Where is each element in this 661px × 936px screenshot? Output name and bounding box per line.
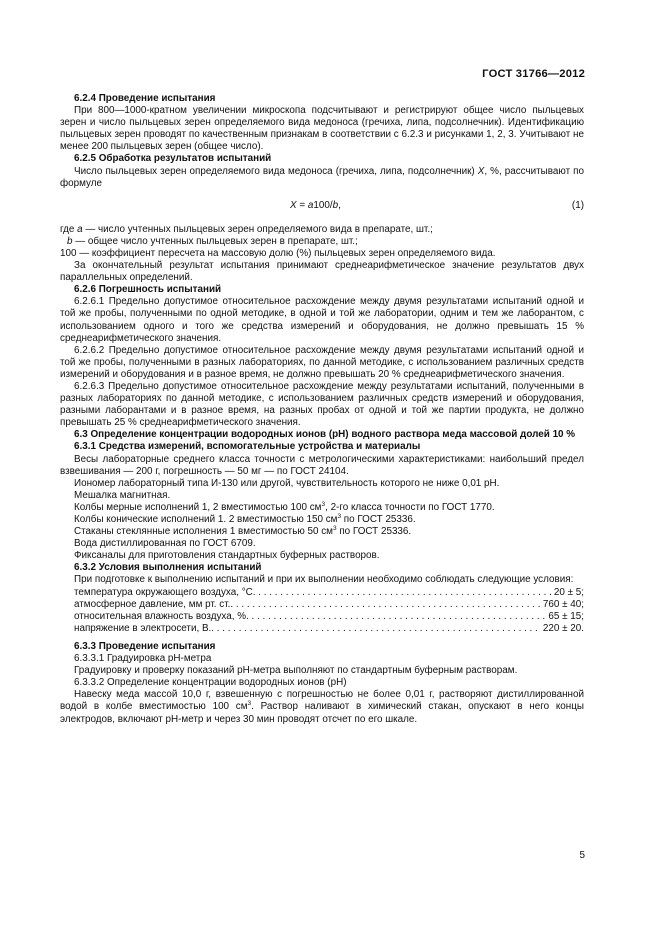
paragraph-6-2-4: При 800—1000-кратном увеличении микроскопа подсчитывают и регистрируют общее число пыльцевых зерен и число пыльцевых зерен определяемого вида медоноса (гречиха, липа, подсолнечник). Идентификацию пыльцевых зерен проводят по качественным признакам в соответствии с 6.2.3 и рисунками 1, 2, 3. Учитывают не менее 200 пыльцевых зерен (общее число). [60,105,584,153]
condition-value: 20 ± 5; [553,586,584,598]
equipment-glass-beakers [60,526,584,538]
superscript: 3 [332,525,337,533]
variable-x: X [477,165,485,177]
text: Навеску меда массой 10,0 г, взвешенную с погрешностью не более 0,01 г, растворяют дистиллированной водой в колбе вместимостью 100 см [60,689,584,713]
leader-dots [230,599,540,611]
where-100: 100 — коэффициент пересчета на массовую долю (%) пыльцевых зерен определяемого вида. [60,247,496,259]
text: . Раствор наливают в химический стакан, опускают в него концы электродов, включают рН-метр и через 30 мин проводят отсчет по его шкале. [60,701,584,725]
superscript: 3 [321,500,326,508]
condition-label: напряжение в электросети, В. [74,622,212,634]
condition-value: 760 ± 40; [542,598,584,610]
paragraph-6-2-6-3: 6.2.6.3 Предельно допустимое относительное расхождение между результатами испытаний, полученными в разных лабораториях по данной методике, с использованием различных средств измерений и оборудования, разными лаборантами и в разное время, на разных пробах от одной и той же партии продукта, не должно превышать 25 % среднеарифметического значения. [60,380,584,429]
equipment-fixanals: Фиксаналы для приготовления стандартных буферных растворов. [74,550,380,562]
equipment-stirrer: Мешалка магнитная. [74,489,171,501]
superscript: 3 [247,700,252,708]
document-body [60,93,584,726]
condition-row [60,599,584,611]
superscript: 3 [337,513,342,520]
paragraph-6-3-2-intro: При подготовке к выполнению испытаний и при их выполнении необходимо соблюдать следующие условия: [74,574,574,586]
text: по ГОСТ 25336. [336,526,412,538]
intro-text: Число пыльцевых зерен определяемого вида медоноса (гречиха, липа, подсолнечник) [74,165,478,177]
where-a-text: — число учтенных пыльцевых зерен определяемого вида в препарате, шт.; [82,223,433,235]
paragraph-6-2-6-1: 6.2.6.1 Предельно допустимое относительное расхождение между двумя результатами испытаний одной и той же пробы, полученными по одной методике, в одной и той же лаборатории, одним и тем же лаборантом, с использованием одного и того же средства измерений и оборудования, не должно превышать 15 % среднеарифметического значения. [60,296,584,344]
section-heading-6-3-1: 6.3.1 Средства измерений, вспомогательные устройства и материалы [74,441,421,453]
leader-dots [211,623,541,635]
text: по ГОСТ 25336. [341,514,416,525]
leader-dots [246,611,546,623]
paragraph-6-3-3-1: Градуировку и проверку показаний рН-метра выполняют по стандартным буферным растворам. [74,665,518,677]
where-b-text: — общее число учтенных пыльцевых зерен в препарате, шт.; [72,235,358,247]
where-word: где [60,223,78,235]
intro-text-end: , %, рассчитывают по формуле [60,165,584,189]
where-b [60,236,584,248]
formula-x: X [290,199,297,211]
text: Стаканы стеклянные исполнения 1 вместимостью 50 см [74,526,333,538]
condition-row [60,623,584,635]
formula-number: (1) [571,199,584,211]
where-a-var: a [77,223,83,235]
page-number: 5 [579,850,585,861]
document-header: ГОСТ 31766—2012 [482,68,585,80]
section-heading-6-2-4: 6.2.4 Проведение испытания [74,93,216,104]
paragraph-6-2-5-intro [60,166,584,190]
section-heading-6-3-2: 6.3.2 Условия выполнения испытаний [74,562,262,574]
formula-coef: 100/ [313,199,333,211]
subsection-6-3-3-2: 6.3.3.2 Определение концентрации водородных ионов (рН) [74,677,347,689]
condition-label: относительная влажность воздуха, % [74,610,247,622]
condition-label: температура окружающего воздуха, °С [74,586,253,598]
leader-dots [253,587,552,599]
text: , 2-го класса точности по ГОСТ 1770. [325,501,495,513]
equipment-conical-flasks [60,514,584,526]
formula-comma: , [338,199,341,211]
condition-value: 65 ± 15; [548,610,584,622]
paragraph-6-2-5-final: За окончательный результат испытания принимают среднеарифметическое значение результатов двух параллельных определений. [60,260,584,284]
condition-value: 220 ± 20. [542,622,584,634]
condition-row [60,611,584,623]
section-heading-6-3: 6.3 Определение концентрации водородных ионов (рН) водного раствора меда массовой долей 10 % [74,429,576,441]
equipment-scales: Весы лабораторные среднего класса точности с метрологическими характеристиками: наибольший предел взвешивания — 200 г, погрешность — 50 мг — по ГОСТ 24104. [60,453,584,477]
formula-1 [60,200,584,212]
equipment-ionomer: Иономер лабораторный типа И-130 или другой, чувствительность которого не ниже 0,01 рН. [74,477,500,489]
subsection-6-3-3-1: 6.3.3.1 Градуировка рН-метра [74,653,212,665]
section-heading-6-3-3: 6.3.3 Проведение испытания [74,640,216,652]
formula-expression [290,200,341,212]
where-a [60,224,584,236]
formula-equals: = [296,199,308,211]
paragraph-6-3-3-2 [60,689,584,725]
section-heading-6-2-5: 6.2.5 Обработка результатов испытаний [74,153,272,165]
text: Колбы мерные исполнений 1, 2 вместимостью 100 см [74,501,322,513]
condition-label: атмосферное давление, мм рт. ст. [74,598,231,610]
equipment-distilled-water: Вода дистиллированная по ГОСТ 6709. [74,538,256,550]
section-heading-6-2-6: 6.2.6 Погрешность испытаний [74,284,222,296]
condition-row [60,587,584,599]
where-b-var: b [67,235,73,247]
equipment-volumetric-flasks [60,502,584,514]
formula-b: b [332,199,339,211]
text: Колбы конические исполнений 1. 2 вместимостью 150 см [74,514,338,525]
formula-a: a [307,199,314,211]
paragraph-6-2-6-2: 6.2.6.2 Предельно допустимое относительное расхождение между двумя результатами испытаний одной и той же пробы, полученными в разных лабораториях, по данной методике, с использованием различных средств измерений и оборудования и в разное время, не должно превышать 20 % среднеарифметического значения. [60,344,584,380]
